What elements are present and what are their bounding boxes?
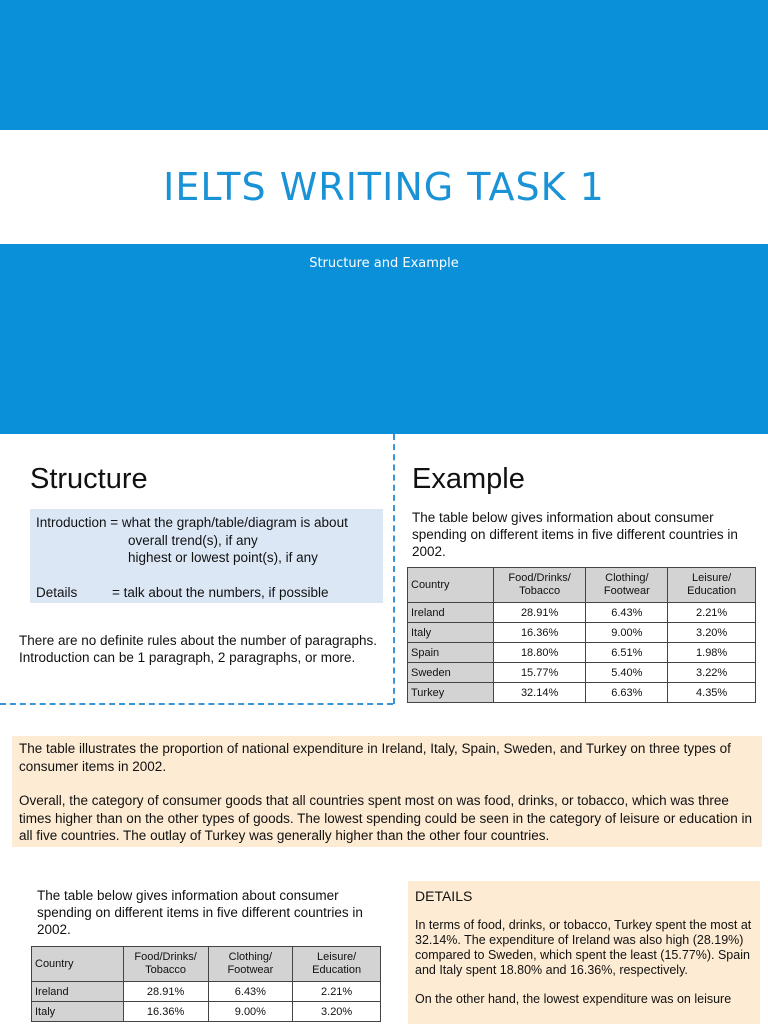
structure-heading: Structure — [30, 463, 148, 495]
details-box — [408, 881, 760, 1024]
trend-line: overall trend(s), if any — [128, 532, 258, 548]
table-row — [32, 982, 381, 1002]
table-cell: 16.36% — [123, 1002, 208, 1022]
spending-table — [407, 567, 756, 703]
table-cell: Turkey — [408, 683, 494, 703]
table-cell: 6.63% — [586, 683, 668, 703]
slide-title: IELTS WRITING TASK 1 — [163, 165, 605, 209]
table-row — [408, 663, 756, 683]
table-cell: 3.20% — [668, 623, 756, 643]
table-row — [408, 603, 756, 623]
vertical-divider — [393, 434, 395, 704]
table-cell: 3.22% — [668, 663, 756, 683]
table-header-row — [32, 947, 381, 982]
table-header: Clothing/ Footwear — [586, 568, 668, 603]
title-strip — [0, 130, 768, 244]
details-title: DETAILS — [415, 888, 473, 904]
table-cell: 3.20% — [293, 1002, 381, 1022]
table-row — [408, 643, 756, 663]
table-cell: 32.14% — [493, 683, 586, 703]
example-heading: Example — [412, 463, 525, 495]
table-row — [32, 1002, 381, 1022]
title-band-top — [0, 0, 768, 130]
table-cell: 4.35% — [668, 683, 756, 703]
details-paragraph-2: On the other hand, the lowest expenditure was on leisure — [415, 992, 732, 1006]
table-cell: Sweden — [408, 663, 494, 683]
table-header: Clothing/ Footwear — [208, 947, 293, 982]
table-header: Country — [408, 568, 494, 603]
example-description: The table below gives information about consumer spending on different items in five different countries in 2002. — [412, 510, 738, 559]
point-line: highest or lowest point(s), if any — [128, 550, 318, 565]
overview-paragraph: Overall, the category of consumer goods that all countries spent most on was food, drinks, or tobacco, which was three times higher than on the other types of goods. The lowest spending could be seen in the category of leisure or education in all five countries. The outlay of Turkey was generally higher than the other four countries. — [19, 793, 752, 843]
overview-box — [12, 736, 762, 847]
intro-line: Introduction = what the graph/table/diagram is about — [36, 515, 348, 530]
table-cell: Italy — [32, 1002, 124, 1022]
table-cell: 6.43% — [208, 982, 293, 1002]
table-header: Food/Drinks/ Tobacco — [493, 568, 586, 603]
details-label: Details — [36, 584, 78, 600]
details-line — [36, 584, 377, 602]
table-cell: 28.91% — [123, 982, 208, 1002]
table-cell: Italy — [408, 623, 494, 643]
table-cell: 18.80% — [493, 643, 586, 663]
table-header: Leisure/ Education — [293, 947, 381, 982]
table-cell: 15.77% — [493, 663, 586, 683]
table-row — [408, 683, 756, 703]
details-slide-description: The table below gives information about consumer spending on different items in five different countries in 2002. — [37, 888, 363, 937]
horizontal-divider — [0, 703, 393, 705]
table-header-row — [408, 568, 756, 603]
table-cell: 6.51% — [586, 643, 668, 663]
table-cell: 5.40% — [586, 663, 668, 683]
table-header: Food/Drinks/ Tobacco — [123, 947, 208, 982]
intro-paragraph: The table illustrates the proportion of national expenditure in Ireland, Italy, Spain, Sweden, and Turkey on three types of consumer items in 2002. — [19, 741, 731, 774]
paragraph-note: There are no definite rules about the number of paragraphs. Introduction can be 1 paragraph, 2 paragraphs, or more. — [19, 633, 377, 665]
table-cell: 2.21% — [668, 603, 756, 623]
table-cell: 2.21% — [293, 982, 381, 1002]
table-cell: Spain — [408, 643, 494, 663]
details-paragraph-1: In terms of food, drinks, or tobacco, Turkey spent the most at 32.14%. The expenditure of Ireland was also high (28.19%) compared to Sweden, which spent the least (15.77%). Spain and Italy spent 18.80% and 16.36%, respectively. — [415, 918, 752, 977]
spending-table-repeat — [31, 946, 381, 1022]
table-header: Country — [32, 947, 124, 982]
table-cell: 16.36% — [493, 623, 586, 643]
slide-subtitle: Structure and Example — [309, 256, 459, 271]
table-cell: Ireland — [32, 982, 124, 1002]
details-value: = talk about the numbers, if possible — [112, 584, 329, 600]
table-cell: 1.98% — [668, 643, 756, 663]
table-cell: 9.00% — [586, 623, 668, 643]
table-cell: 9.00% — [208, 1002, 293, 1022]
structure-box — [30, 509, 383, 603]
table-cell: 6.43% — [586, 603, 668, 623]
table-cell: 28.91% — [493, 603, 586, 623]
table-row — [408, 623, 756, 643]
table-header: Leisure/ Education — [668, 568, 756, 603]
table-cell: Ireland — [408, 603, 494, 623]
title-band-bottom — [0, 244, 768, 434]
